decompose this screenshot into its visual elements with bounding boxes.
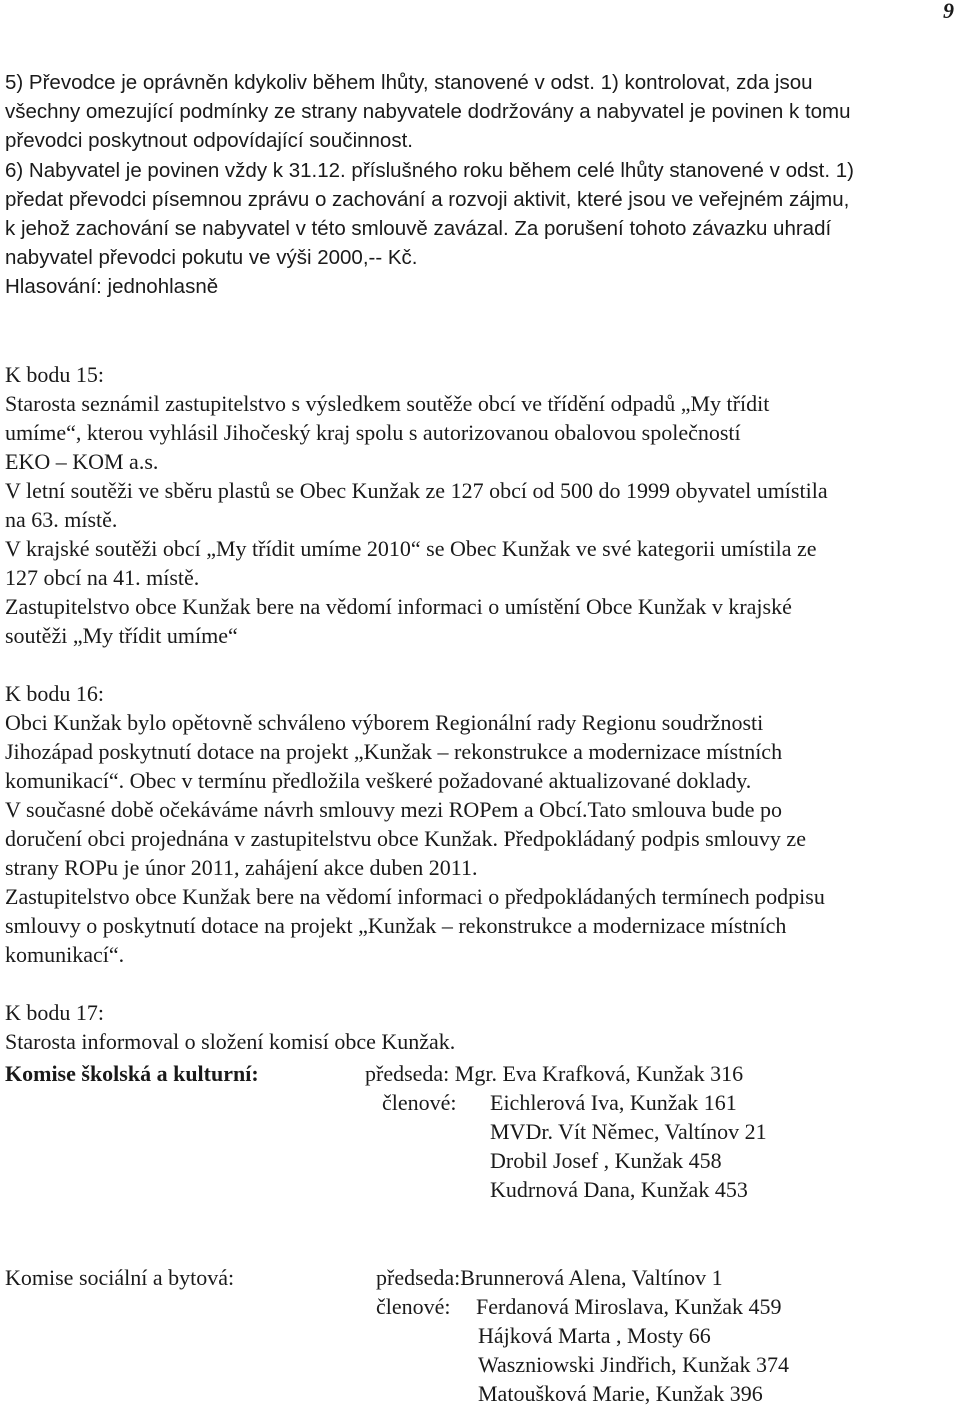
member-item: Eichlerová Iva, Kunžak 161 <box>490 1090 737 1115</box>
member-item: Hájková Marta , Mosty 66 <box>478 1323 711 1348</box>
section-bod-17 <box>5 998 455 1056</box>
voting-result: Hlasování: jednohlasně <box>5 275 219 298</box>
section-bod-15 <box>5 360 828 650</box>
text-line: k jehož zachování se nabyvatel v této smlouvě zavázal. Za porušení tohoto závazku uhradí <box>5 217 832 240</box>
text-line: V současné době očekáváme návrh smlouvy mezi ROPem a Obcí.Tato smlouva bude po <box>5 797 783 822</box>
member-item: MVDr. Vít Němec, Valtínov 21 <box>490 1119 767 1144</box>
member-item: Drobil Josef , Kunžak 458 <box>490 1148 722 1173</box>
text-line: Starosta seznámil zastupitelstvo s výsledkem soutěže obcí ve třídění odpadů „My třídit <box>5 391 770 416</box>
text-line: komunikací“. Obec v termínu předložila veškeré požadované aktualizované doklady. <box>5 768 752 793</box>
page-number: 9 <box>943 0 954 23</box>
text-line: Zastupitelstvo obce Kunžak bere na vědomí informaci o umístění Obce Kunžak v krajské <box>5 594 792 619</box>
paragraph-6 <box>5 156 854 301</box>
member-item: Ferdanová Miroslava, Kunžak 459 <box>476 1294 782 1319</box>
komise-skolska-label: Komise školská a kulturní: <box>5 1061 259 1086</box>
text-line: doručení obci projednána v zastupitelstvu obce Kunžak. Předpokládaný podpis smlouvy ze <box>5 826 806 851</box>
text-line: 6) Nabyvatel je povinen vždy k 31.12. příslušného roku během celé lhůty stanovené v odst. 1) <box>5 159 854 182</box>
text-line: umíme“, kterou vyhlásil Jihočeský kraj spolu s autorizovanou obalovou společností <box>5 420 741 445</box>
komise-skolska-members-label: členové: <box>382 1090 457 1115</box>
text-line: soutěži „My třídit umíme“ <box>5 623 238 648</box>
text-line: V krajské soutěži obcí „My třídit umíme 2010“ se Obec Kunžak ve své kategorii umístila ze <box>5 536 817 561</box>
text-line: 127 obcí na 41. místě. <box>5 565 200 590</box>
member-item: Matoušková Marie, Kunžak 396 <box>478 1381 763 1406</box>
paragraph-5 <box>5 68 851 155</box>
section-heading: K bodu 16: <box>5 681 104 706</box>
text-line: strany ROPu je únor 2011, zahájení akce duben 2011. <box>5 855 478 880</box>
komise-socialni-label: Komise sociální a bytová: <box>5 1265 235 1290</box>
text-line: nabyvatel převodci pokutu ve výši 2000,-- Kč. <box>5 246 418 269</box>
text-line: 5) Převodce je oprávněn kdykoliv během lhůty, stanovené v odst. 1) kontrolovat, zda jsou <box>5 71 813 94</box>
member-item: Kudrnová Dana, Kunžak 453 <box>490 1177 748 1202</box>
text-line: komunikací“. <box>5 942 125 967</box>
text-line: Jihozápad poskytnutí dotace na projekt „Kunžak – rekonstrukce a modernizace místních <box>5 739 783 764</box>
komise-socialni-members-label: členové: <box>376 1294 451 1319</box>
member-item: Waszniowski Jindřich, Kunžak 374 <box>478 1352 790 1377</box>
section-bod-16 <box>5 679 825 969</box>
komise-skolska-chair: předseda: Mgr. Eva Krafková, Kunžak 316 <box>365 1061 744 1086</box>
text-line: Starosta informoval o složení komisí obce Kunžak. <box>5 1029 456 1054</box>
text-line: na 63. místě. <box>5 507 118 532</box>
section-heading: K bodu 15: <box>5 362 104 387</box>
text-line: převodci poskytnout odpovídající součinnost. <box>5 129 413 152</box>
komise-socialni-chair: předseda:Brunnerová Alena, Valtínov 1 <box>376 1265 723 1290</box>
text-line: V letní soutěži ve sběru plastů se Obec Kunžak ze 127 obcí od 500 do 1999 obyvatel umístila <box>5 478 828 503</box>
text-line: Zastupitelstvo obce Kunžak bere na vědomí informaci o předpokládaných termínech podpisu <box>5 884 825 909</box>
text-line: předat převodci písemnou zprávu o zachování a rozvoji aktivit, které jsou ve veřejném zájmu, <box>5 188 850 211</box>
text-line: EKO – KOM a.s. <box>5 449 159 474</box>
text-line: smlouvy o poskytnutí dotace na projekt „Kunžak – rekonstrukce a modernizace místních <box>5 913 787 938</box>
section-heading: K bodu 17: <box>5 1000 104 1025</box>
text-line: všechny omezující podmínky ze strany nabyvatele dodržovány a nabyvatel je povinen k tomu <box>5 100 851 123</box>
text-line: Obci Kunžak bylo opětovně schváleno výborem Regionální rady Regionu soudržnosti <box>5 710 764 735</box>
